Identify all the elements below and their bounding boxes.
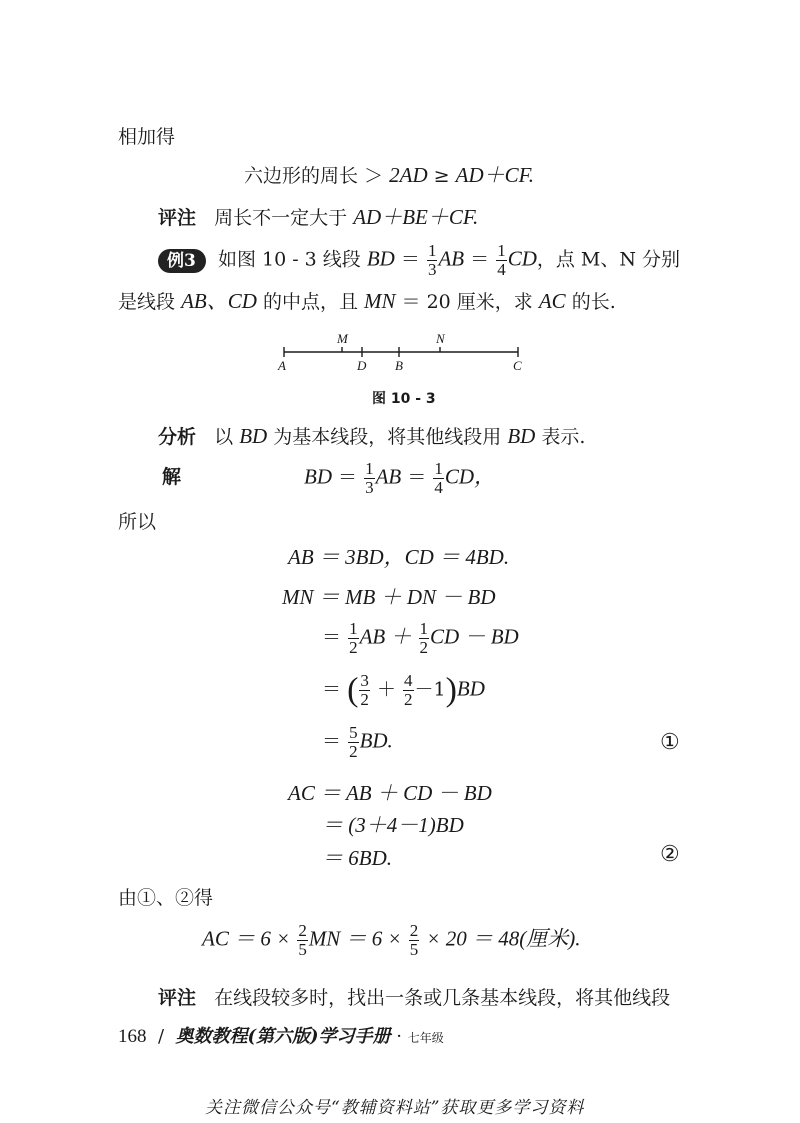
var-mn: MN bbox=[364, 289, 396, 313]
var-ac: AC bbox=[538, 289, 566, 313]
equation-7 bbox=[322, 813, 464, 838]
ineq-prefix: 六边形的周长 bbox=[244, 165, 359, 187]
marker-2: ② bbox=[660, 842, 680, 867]
page-footer bbox=[118, 1022, 444, 1048]
text: 的中点，且 bbox=[262, 291, 358, 313]
eq-sign: ＝ bbox=[400, 248, 420, 271]
paren-open: ( bbox=[347, 671, 359, 709]
fraction-1-2: $\frac{1}{2}$ bbox=[419, 619, 429, 657]
inequality bbox=[244, 163, 534, 188]
var-ab: AB bbox=[375, 464, 402, 489]
equation-1 bbox=[288, 545, 509, 570]
eq-text: ＝ 6BD. bbox=[322, 846, 392, 870]
text-line: 由①、②得 bbox=[118, 887, 214, 909]
var-ab: AB bbox=[438, 246, 465, 271]
example-tail: ，点 M、N 分别 bbox=[536, 248, 681, 271]
plus-sign: ＋ bbox=[376, 678, 396, 701]
var-cd: CD bbox=[507, 246, 537, 271]
solution-label: 解 bbox=[162, 466, 182, 488]
text: 是线段 bbox=[118, 291, 176, 313]
equation-4 bbox=[322, 672, 485, 709]
ineq-gt: ＞ bbox=[364, 165, 384, 187]
var-cd: CD， bbox=[444, 464, 496, 489]
var-bd: BD bbox=[304, 464, 332, 489]
text: 表示. bbox=[541, 426, 586, 448]
book-title: 奥数教程(第六版)学习手册 bbox=[175, 1026, 391, 1047]
eq-text: AC ＝ AB ＋ CD － BD bbox=[288, 781, 492, 805]
var-bd: BD bbox=[507, 424, 536, 448]
text: 以 bbox=[214, 426, 234, 448]
eq-sign: ＝ bbox=[407, 466, 427, 489]
eq-sign: ＝ bbox=[470, 248, 490, 271]
eq-text: －1 bbox=[414, 678, 446, 701]
fraction-1-4: $\frac{1}{4}$ bbox=[497, 241, 506, 279]
remark-1 bbox=[158, 205, 478, 230]
eq-sign: ＝ bbox=[322, 730, 342, 753]
solution-eq bbox=[304, 460, 495, 497]
var-bd: BD bbox=[456, 676, 485, 701]
analysis bbox=[158, 424, 585, 449]
eq-text: MN ＝ 6 × bbox=[308, 926, 402, 951]
fraction-5-2: $\frac{5}{2}$ bbox=[349, 723, 358, 761]
remark-text: 在线段较多时，找出一条或几条基本线段，将其他线段 bbox=[214, 987, 671, 1009]
fraction-1-2: $\frac{1}{2}$ bbox=[349, 619, 358, 657]
analysis-label: 分析 bbox=[158, 426, 197, 448]
equation-2 bbox=[282, 585, 496, 610]
eq-sign: ＝ bbox=[338, 466, 358, 489]
eq-text: CD － BD bbox=[430, 624, 519, 649]
example-line-1 bbox=[158, 242, 680, 279]
eq-sign: ＝ bbox=[322, 678, 342, 701]
example-line-2 bbox=[118, 289, 616, 314]
ineq-2ad: 2AD bbox=[389, 163, 428, 187]
ineq-geq: ≥ bbox=[433, 165, 450, 187]
equation-6 bbox=[288, 781, 492, 806]
paren-close: ) bbox=[445, 671, 457, 709]
var-bd: BD bbox=[239, 424, 268, 448]
eq-text: AB ＋ bbox=[359, 624, 412, 649]
eq-text: MN ＝ MB ＋ DN － BD bbox=[282, 585, 496, 609]
var-ab-cd: AB、CD bbox=[181, 289, 257, 313]
fraction-2-5: $\frac{2}{5}$ bbox=[298, 921, 307, 959]
footer-dot: · bbox=[396, 1026, 402, 1047]
remark-label: 评注 bbox=[158, 207, 197, 229]
label-c: C bbox=[513, 358, 522, 373]
eq-text: AC ＝ 6 × bbox=[202, 926, 291, 951]
var-bd: BD bbox=[366, 246, 395, 271]
eq-text: BD. bbox=[359, 728, 393, 753]
text: 为基本线段，将其他线段用 bbox=[273, 426, 502, 448]
footer-slash: / bbox=[157, 1026, 165, 1047]
grade-label: 七年级 bbox=[407, 1031, 444, 1045]
text-line: 所以 bbox=[118, 511, 157, 533]
remark-text: 周长不一定大于 bbox=[214, 207, 348, 229]
equation-8 bbox=[322, 846, 392, 871]
watermark-text: 关注微信公众号“教辅资料站”获取更多学习资料 bbox=[205, 1098, 585, 1118]
fraction-2-5: $\frac{2}{5}$ bbox=[409, 921, 419, 959]
eq-text: × 20 ＝ 48(厘米). bbox=[426, 926, 581, 951]
remark-2 bbox=[158, 986, 670, 1010]
figure-10-3 bbox=[270, 328, 532, 374]
equation-3 bbox=[322, 620, 519, 657]
eq-sign: ＝ bbox=[322, 626, 342, 649]
eq-text: ＝ (3＋4－1)BD bbox=[322, 813, 464, 837]
fraction-3-2: $\frac{3}{2}$ bbox=[360, 671, 369, 709]
text: 的长. bbox=[571, 291, 616, 313]
text-line: 相加得 bbox=[118, 126, 176, 148]
label-a: A bbox=[278, 358, 286, 373]
text: ＝ 20 厘米，求 bbox=[401, 291, 533, 313]
fraction-4-2: $\frac{4}{2}$ bbox=[404, 671, 413, 709]
label-m: M bbox=[337, 331, 348, 346]
remark-expr: AD＋BE＋CF. bbox=[353, 205, 479, 229]
fraction-1-3: $\frac{1}{3}$ bbox=[365, 459, 374, 497]
equation-5 bbox=[322, 724, 393, 761]
fraction-1-4: $\frac{1}{4}$ bbox=[434, 459, 443, 497]
figure-caption: 图 10 - 3 bbox=[372, 391, 436, 407]
fraction-1-3: $\frac{1}{3}$ bbox=[427, 241, 437, 279]
ineq-rhs: AD＋CF. bbox=[455, 163, 535, 187]
example-lead: 如图 10 - 3 线段 bbox=[217, 248, 361, 271]
label-n: N bbox=[436, 331, 445, 346]
final-equation bbox=[202, 922, 581, 959]
marker-1: ① bbox=[660, 730, 680, 755]
example-badge: 例3 bbox=[158, 249, 206, 273]
page-number: 168 bbox=[118, 1026, 147, 1047]
eq-text: AB ＝ 3BD，CD ＝ 4BD. bbox=[288, 545, 510, 569]
label-d: D bbox=[357, 358, 367, 373]
remark-label: 评注 bbox=[158, 987, 197, 1009]
label-b: B bbox=[395, 358, 403, 373]
